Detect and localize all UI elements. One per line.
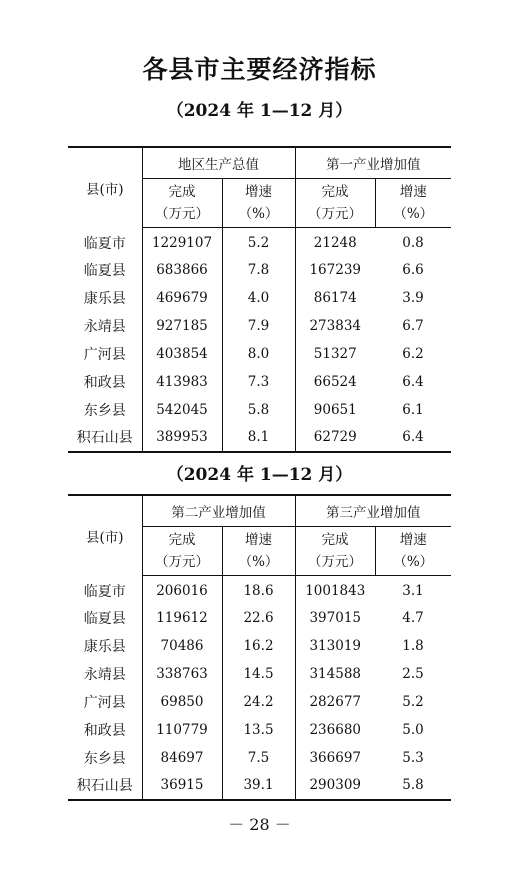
growth-value-cell: 22.6 (222, 604, 295, 632)
table-row (68, 340, 451, 368)
completed-value-cell: 66524 (313, 373, 357, 390)
county-name-cell: 临夏市 (68, 228, 142, 256)
table-row (68, 256, 451, 284)
growth-value-cell: 7.3 (222, 368, 295, 396)
table-1-period: （2024 年 1—12 月） (166, 101, 353, 121)
growth-value-cell: 6.2 (402, 345, 424, 362)
completed-header: 完成 （万元） (295, 527, 375, 576)
table-row (68, 688, 451, 716)
completed-header: 完成 （万元） (142, 527, 222, 576)
county-name-cell: 积石山县 (68, 424, 142, 452)
growth-value-cell: 5.2 (222, 228, 295, 256)
county-name-cell: 广河县 (68, 340, 142, 368)
completed-value-cell: 86174 (313, 289, 357, 306)
table-body (68, 228, 451, 452)
growth-value-cell: 5.3 (402, 749, 424, 766)
growth-value-cell: 3.9 (402, 289, 424, 306)
county-name-cell: 临夏县 (68, 604, 142, 632)
completed-value-cell: 273834 (309, 317, 362, 334)
table-row (68, 576, 451, 604)
page-number: － 28 － (228, 815, 291, 834)
completed-value-cell: 119612 (142, 604, 222, 632)
table-row (68, 744, 451, 772)
growth-value-cell: 5.2 (402, 693, 424, 710)
completed-value-cell: 397015 (309, 609, 362, 626)
county-name-cell: 永靖县 (68, 660, 142, 688)
completed-value-cell: 314588 (309, 665, 362, 682)
growth-value-cell: 14.5 (222, 660, 295, 688)
growth-value-cell: 2.5 (402, 665, 424, 682)
growth-value-cell: 6.1 (402, 401, 424, 418)
completed-value-cell: 206016 (142, 576, 222, 604)
completed-value-cell: 469679 (142, 284, 222, 312)
county-name-cell: 永靖县 (68, 312, 142, 340)
completed-value-cell: 313019 (309, 637, 362, 654)
county-name-cell: 康乐县 (68, 632, 142, 660)
completed-value-cell: 927185 (142, 312, 222, 340)
completed-header: 完成 （万元） (142, 179, 222, 228)
completed-value-cell: 290309 (309, 777, 362, 793)
growth-value-cell: 4.7 (402, 609, 424, 626)
growth-value-cell: 16.2 (222, 632, 295, 660)
completed-value-cell: 683866 (142, 256, 222, 284)
growth-value-cell: 0.8 (402, 234, 424, 251)
growth-value-cell: 8.1 (222, 424, 295, 452)
growth-header: 增速 （%） (222, 527, 295, 576)
table-row (68, 660, 451, 688)
completed-value-cell: 21248 (313, 234, 357, 251)
group-header-tertiary: 第三产业增加值 (295, 495, 451, 527)
completed-value-cell: 69850 (142, 688, 222, 716)
page-title: 各县市主要经济指标 (142, 55, 377, 84)
completed-value-cell: 51327 (313, 345, 357, 362)
county-header: 县(市) (68, 495, 142, 576)
growth-value-cell: 5.8 (402, 777, 424, 793)
group-header-gdp: 地区生产总值 (142, 147, 295, 179)
table-row (68, 312, 451, 340)
table-row (68, 716, 451, 744)
growth-value-cell: 5.8 (222, 396, 295, 424)
growth-header: 增速 （%） (375, 179, 451, 228)
completed-value-cell: 403854 (142, 340, 222, 368)
growth-header: 增速 （%） (375, 527, 451, 576)
growth-value-cell: 7.9 (222, 312, 295, 340)
growth-value-cell: 7.5 (222, 744, 295, 772)
county-name-cell: 广河县 (68, 688, 142, 716)
growth-value-cell: 13.5 (222, 716, 295, 744)
growth-value-cell: 6.7 (402, 317, 424, 334)
completed-value-cell: 366697 (309, 749, 362, 766)
completed-value-cell: 84697 (142, 744, 222, 772)
county-name-cell: 东乡县 (68, 744, 142, 772)
county-name-cell: 积石山县 (68, 772, 142, 800)
table-2-period: （2024 年 1—12 月） (166, 465, 353, 485)
completed-value-cell: 282677 (309, 693, 362, 710)
growth-value-cell: 7.8 (222, 256, 295, 284)
completed-value-cell: 338763 (142, 660, 222, 688)
table-row (68, 772, 451, 800)
table-body (68, 576, 451, 800)
county-name-cell: 临夏县 (68, 256, 142, 284)
completed-value-cell: 542045 (142, 396, 222, 424)
completed-header: 完成 （万元） (295, 179, 375, 228)
table-row (68, 368, 451, 396)
growth-value-cell: 5.0 (402, 721, 424, 738)
county-name-cell: 临夏市 (68, 576, 142, 604)
growth-value-cell: 6.4 (402, 373, 424, 390)
completed-value-cell: 167239 (309, 261, 362, 278)
completed-value-cell: 110779 (142, 716, 222, 744)
completed-value-cell: 389953 (142, 424, 222, 452)
table-row (68, 604, 451, 632)
county-name-cell: 和政县 (68, 368, 142, 396)
table-row (68, 632, 451, 660)
growth-value-cell: 3.1 (402, 582, 424, 599)
growth-value-cell: 8.0 (222, 340, 295, 368)
completed-value-cell: 236680 (309, 721, 362, 738)
table-row (68, 228, 451, 256)
table-row (68, 424, 451, 452)
completed-value-cell: 36915 (142, 772, 222, 800)
growth-header: 增速 （%） (222, 179, 295, 228)
economic-table-2 (68, 494, 451, 801)
completed-value-cell: 413983 (142, 368, 222, 396)
completed-value-cell: 90651 (313, 401, 357, 418)
county-name-cell: 康乐县 (68, 284, 142, 312)
county-name-cell: 东乡县 (68, 396, 142, 424)
growth-value-cell: 6.6 (402, 261, 424, 278)
county-name-cell: 和政县 (68, 716, 142, 744)
completed-value-cell: 1001843 (305, 582, 366, 599)
growth-value-cell: 1.8 (402, 637, 424, 654)
completed-value-cell: 62729 (313, 429, 357, 445)
group-header-primary: 第一产业增加值 (295, 147, 451, 179)
table-row (68, 396, 451, 424)
completed-value-cell: 1229107 (142, 228, 222, 256)
group-header-secondary: 第二产业增加值 (142, 495, 295, 527)
growth-value-cell: 24.2 (222, 688, 295, 716)
growth-value-cell: 18.6 (222, 576, 295, 604)
growth-value-cell: 4.0 (222, 284, 295, 312)
growth-value-cell: 6.4 (402, 429, 424, 445)
completed-value-cell: 70486 (142, 632, 222, 660)
economic-table-1 (68, 146, 451, 453)
table-row (68, 284, 451, 312)
growth-value-cell: 39.1 (222, 772, 295, 800)
county-header: 县(市) (68, 147, 142, 228)
